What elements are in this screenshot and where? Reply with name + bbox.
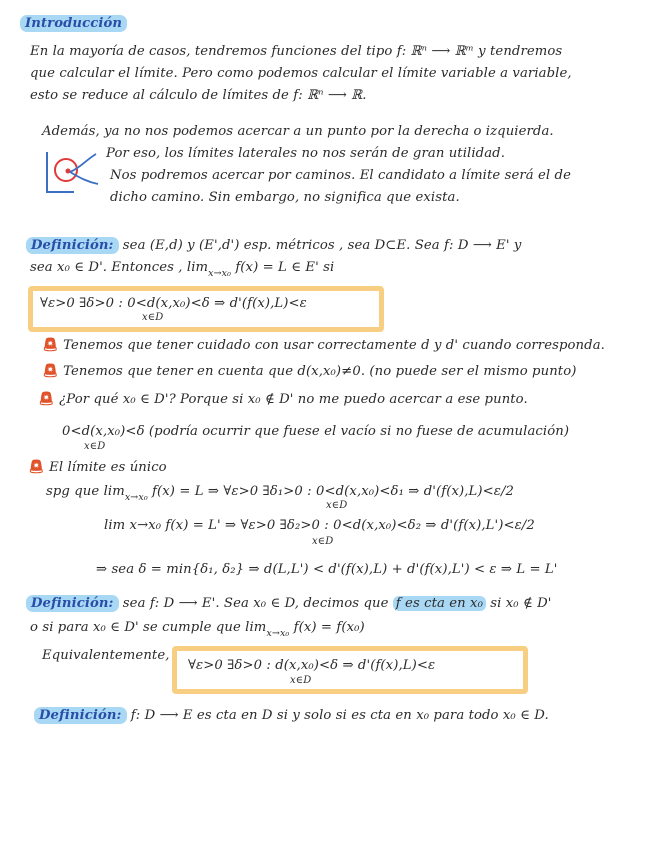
intro-p2-line4: dicho camino. Sin embargo, no significa que exista. bbox=[110, 190, 460, 205]
intro-p2-line3: Nos podremos acercar por caminos. El candidato a límite será el de bbox=[110, 168, 571, 183]
warning-icon: 🚨︎ bbox=[28, 460, 45, 475]
approach-paths-icon bbox=[44, 148, 102, 194]
spg-sub: x∈D bbox=[326, 500, 348, 511]
sea-line: ⇒ sea δ = min{δ₁, δ₂} ⇒ d(L,L') < d'(f(x),L) + d'(f(x),L') < ε ⇒ L = L' bbox=[96, 562, 558, 577]
def2-equiv: Equivalentemente, bbox=[42, 648, 170, 663]
def1-formula: ∀ε>0 ∃δ>0 : 0<d(x,x₀)<δ ⇒ d'(f(x),L)<ε bbox=[40, 296, 307, 311]
def1-line2: sea x₀ ∈ D'. Entonces , $\lim_{x\to x_0} f(x) = L$ ∈ E' si bbox=[30, 260, 335, 279]
warning-icon: 🚨︎ bbox=[42, 338, 59, 353]
note-1: 🚨︎ Tenemos que tener cuidado con usar correctamente d y d' cuando corresponda. bbox=[42, 338, 605, 353]
intro-p1-line1: En la mayoría de casos, tendremos funciones del tipo f: ℝⁿ ⟶ ℝᵐ y tendremos bbox=[30, 44, 563, 59]
intro-p1-line3: esto se reduce al cálculo de límites de f: ℝⁿ ⟶ ℝ. bbox=[30, 88, 367, 103]
def1-formula-sub: x∈D bbox=[142, 312, 164, 323]
def1-label: Definición: bbox=[26, 237, 119, 254]
note-3b: 0<d(x,x₀)<δ (podría ocurrir que fuese el vacío si no fuese de acumulación) bbox=[62, 424, 570, 439]
def2-highlight: f es cta en x₀ bbox=[393, 596, 486, 611]
def2-line1: Definición: sea f: D ⟶ E'. Sea x₀ ∈ D, decimos que f es cta en x₀ si x₀ ∉ D' bbox=[26, 596, 552, 611]
lim2-sub: x∈D bbox=[312, 536, 334, 547]
note-2: 🚨︎ Tenemos que tener en cuenta que d(x,x₀)≠0. (no puede ser el mismo punto) bbox=[42, 364, 577, 379]
def2-formula: ∀ε>0 ∃δ>0 : d(x,x₀)<δ ⇒ d'(f(x),L)<ε bbox=[188, 658, 436, 673]
def3-label: Definición: bbox=[34, 707, 127, 724]
warning-icon: 🚨︎ bbox=[42, 364, 59, 379]
note-3b-sub: x∈D bbox=[84, 441, 106, 452]
def2-label: Definición: bbox=[26, 595, 119, 612]
def2-line2: o si para x₀ ∈ D' se cumple que $\lim_{x\to x_0} f(x) = f(x_0)$ bbox=[30, 620, 365, 639]
intro-heading: Introducción bbox=[20, 16, 127, 31]
note-3: 🚨︎ ¿Por qué x₀ ∈ D'? Porque si x₀ ∉ D' no me puedo acercar a ese punto. bbox=[38, 392, 528, 407]
spg-line: spg que $\lim_{x\to x_0} f(x) = L$ ⇒ ∀ε>0 ∃δ₁>0 : 0<d(x,x₀)<δ₁ ⇒ d'(f(x),L)<ε/2 bbox=[46, 484, 514, 503]
intro-p1-line2: que calcular el límite. Pero como podemos calcular el límite variable a variable, bbox=[30, 66, 572, 81]
intro-p2-line1: Además, ya no nos podemos acercar a un punto por la derecha o izquierda. bbox=[42, 124, 554, 139]
note-4: 🚨︎ El límite es único bbox=[28, 460, 167, 475]
lim2-line: lim x→x₀ f(x) = L' ⇒ ∀ε>0 ∃δ₂>0 : 0<d(x,x₀)<δ₂ ⇒ d'(f(x),L')<ε/2 bbox=[104, 518, 535, 533]
def2-formula-sub: x∈D bbox=[290, 675, 312, 686]
warning-icon: 🚨︎ bbox=[38, 392, 55, 407]
def3-line: Definición: f: D ⟶ E es cta en D si y solo si es cta en x₀ para todo x₀ ∈ D. bbox=[34, 708, 549, 723]
intro-p2-line2: Por eso, los límites laterales no nos serán de gran utilidad. bbox=[106, 146, 505, 161]
def1-line1: Definición: sea (E,d) y (E',d') esp. métricos , sea D⊂E. Sea f: D ⟶ E' y bbox=[26, 238, 521, 253]
